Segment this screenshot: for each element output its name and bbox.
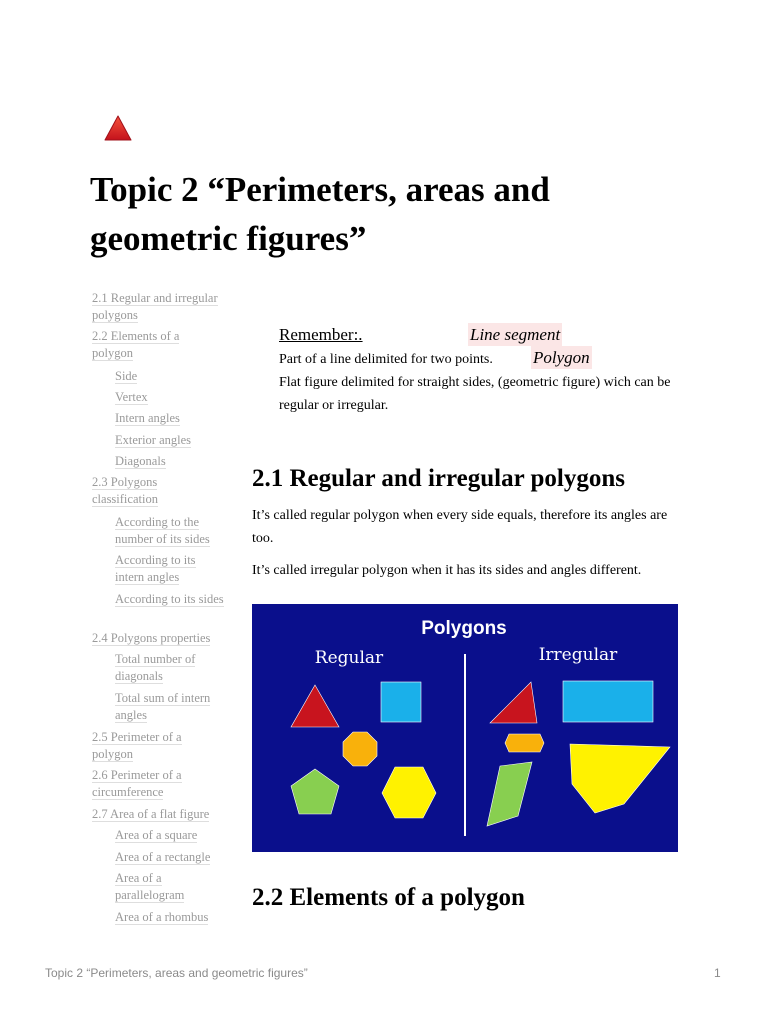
section-heading-2-2: 2.2 Elements of a polygon [252,884,525,911]
regular-square-shape [381,682,421,722]
toc-link-2-4[interactable]: 2.4 Polygons properties [92,631,211,645]
term-line-segment: Line segment [470,325,561,344]
toc-link-total-diagonals[interactable]: Total number of diagonals [115,652,196,683]
figure-label-irregular: Irregular [538,645,618,665]
toc-link-side[interactable]: Side [115,369,138,383]
term-polygon: Polygon [533,348,590,367]
toc-link-diagonals[interactable]: Diagonals [115,454,166,468]
regular-octagon-shape [343,732,377,766]
figure-title: Polygons [421,618,507,639]
toc-link-2-6[interactable]: 2.6 Perimeter of a circumference [92,768,182,799]
warning-triangle-icon [103,114,133,142]
section-heading-2-1: 2.1 Regular and irregular polygons [252,465,625,492]
toc-link-vertex[interactable]: Vertex [115,390,148,404]
toc-link-total-sum-angles[interactable]: Total sum of intern angles [115,691,211,722]
polygons-figure [252,604,678,852]
paragraph-irregular-polygon: It’s called irregular polygon when it has its sides and angles different. [252,563,642,578]
irregular-hexagon-shape [505,734,544,752]
definition-line-segment: Part of a line delimited for two points. [279,352,493,367]
toc-link-area-rectangle[interactable]: Area of a rectangle [115,850,211,864]
toc-link-area-rhombus[interactable]: Area of a rhombus [115,910,209,924]
toc-link-exterior-angles[interactable]: Exterior angles [115,433,192,447]
toc-link-2-5[interactable]: 2.5 Perimeter of a polygon [92,730,182,761]
page-title: Topic 2 “Perimeters, areas and geometric figures” [90,170,550,258]
footer-page-number: 1 [714,966,721,980]
definition-polygon: Flat figure delimited for straight sides, (geometric figure) wich can be regular or irregular. [279,375,671,413]
toc-link-2-7[interactable]: 2.7 Area of a flat figure [92,807,210,821]
toc-link-2-3[interactable]: 2.3 Polygons classification [92,475,158,506]
toc-link-2-2[interactable]: 2.2 Elements of a polygon [92,329,180,360]
footer-title: Topic 2 “Perimeters, areas and geometric figures” [45,966,308,980]
figure-label-regular: Regular [314,648,384,668]
toc-link-number-of-sides[interactable]: According to the number of its sides [115,515,210,546]
toc-link-area-parallelogram[interactable]: Area of a parallelogram [115,871,185,902]
remember-label: Remember:. [279,325,363,344]
toc-link-sides-class[interactable]: According to its sides [115,592,224,606]
toc-link-intern-angles[interactable]: Intern angles [115,411,180,425]
toc-link-intern-angles-class[interactable]: According to its intern angles [115,553,196,584]
toc-link-2-1[interactable]: 2.1 Regular and irregular polygons [92,291,218,322]
paragraph-regular-polygon: It’s called regular polygon when every side equals, therefore its angles are too. [252,508,668,546]
toc-link-area-square[interactable]: Area of a square [115,828,198,842]
irregular-rectangle-shape [563,681,653,722]
